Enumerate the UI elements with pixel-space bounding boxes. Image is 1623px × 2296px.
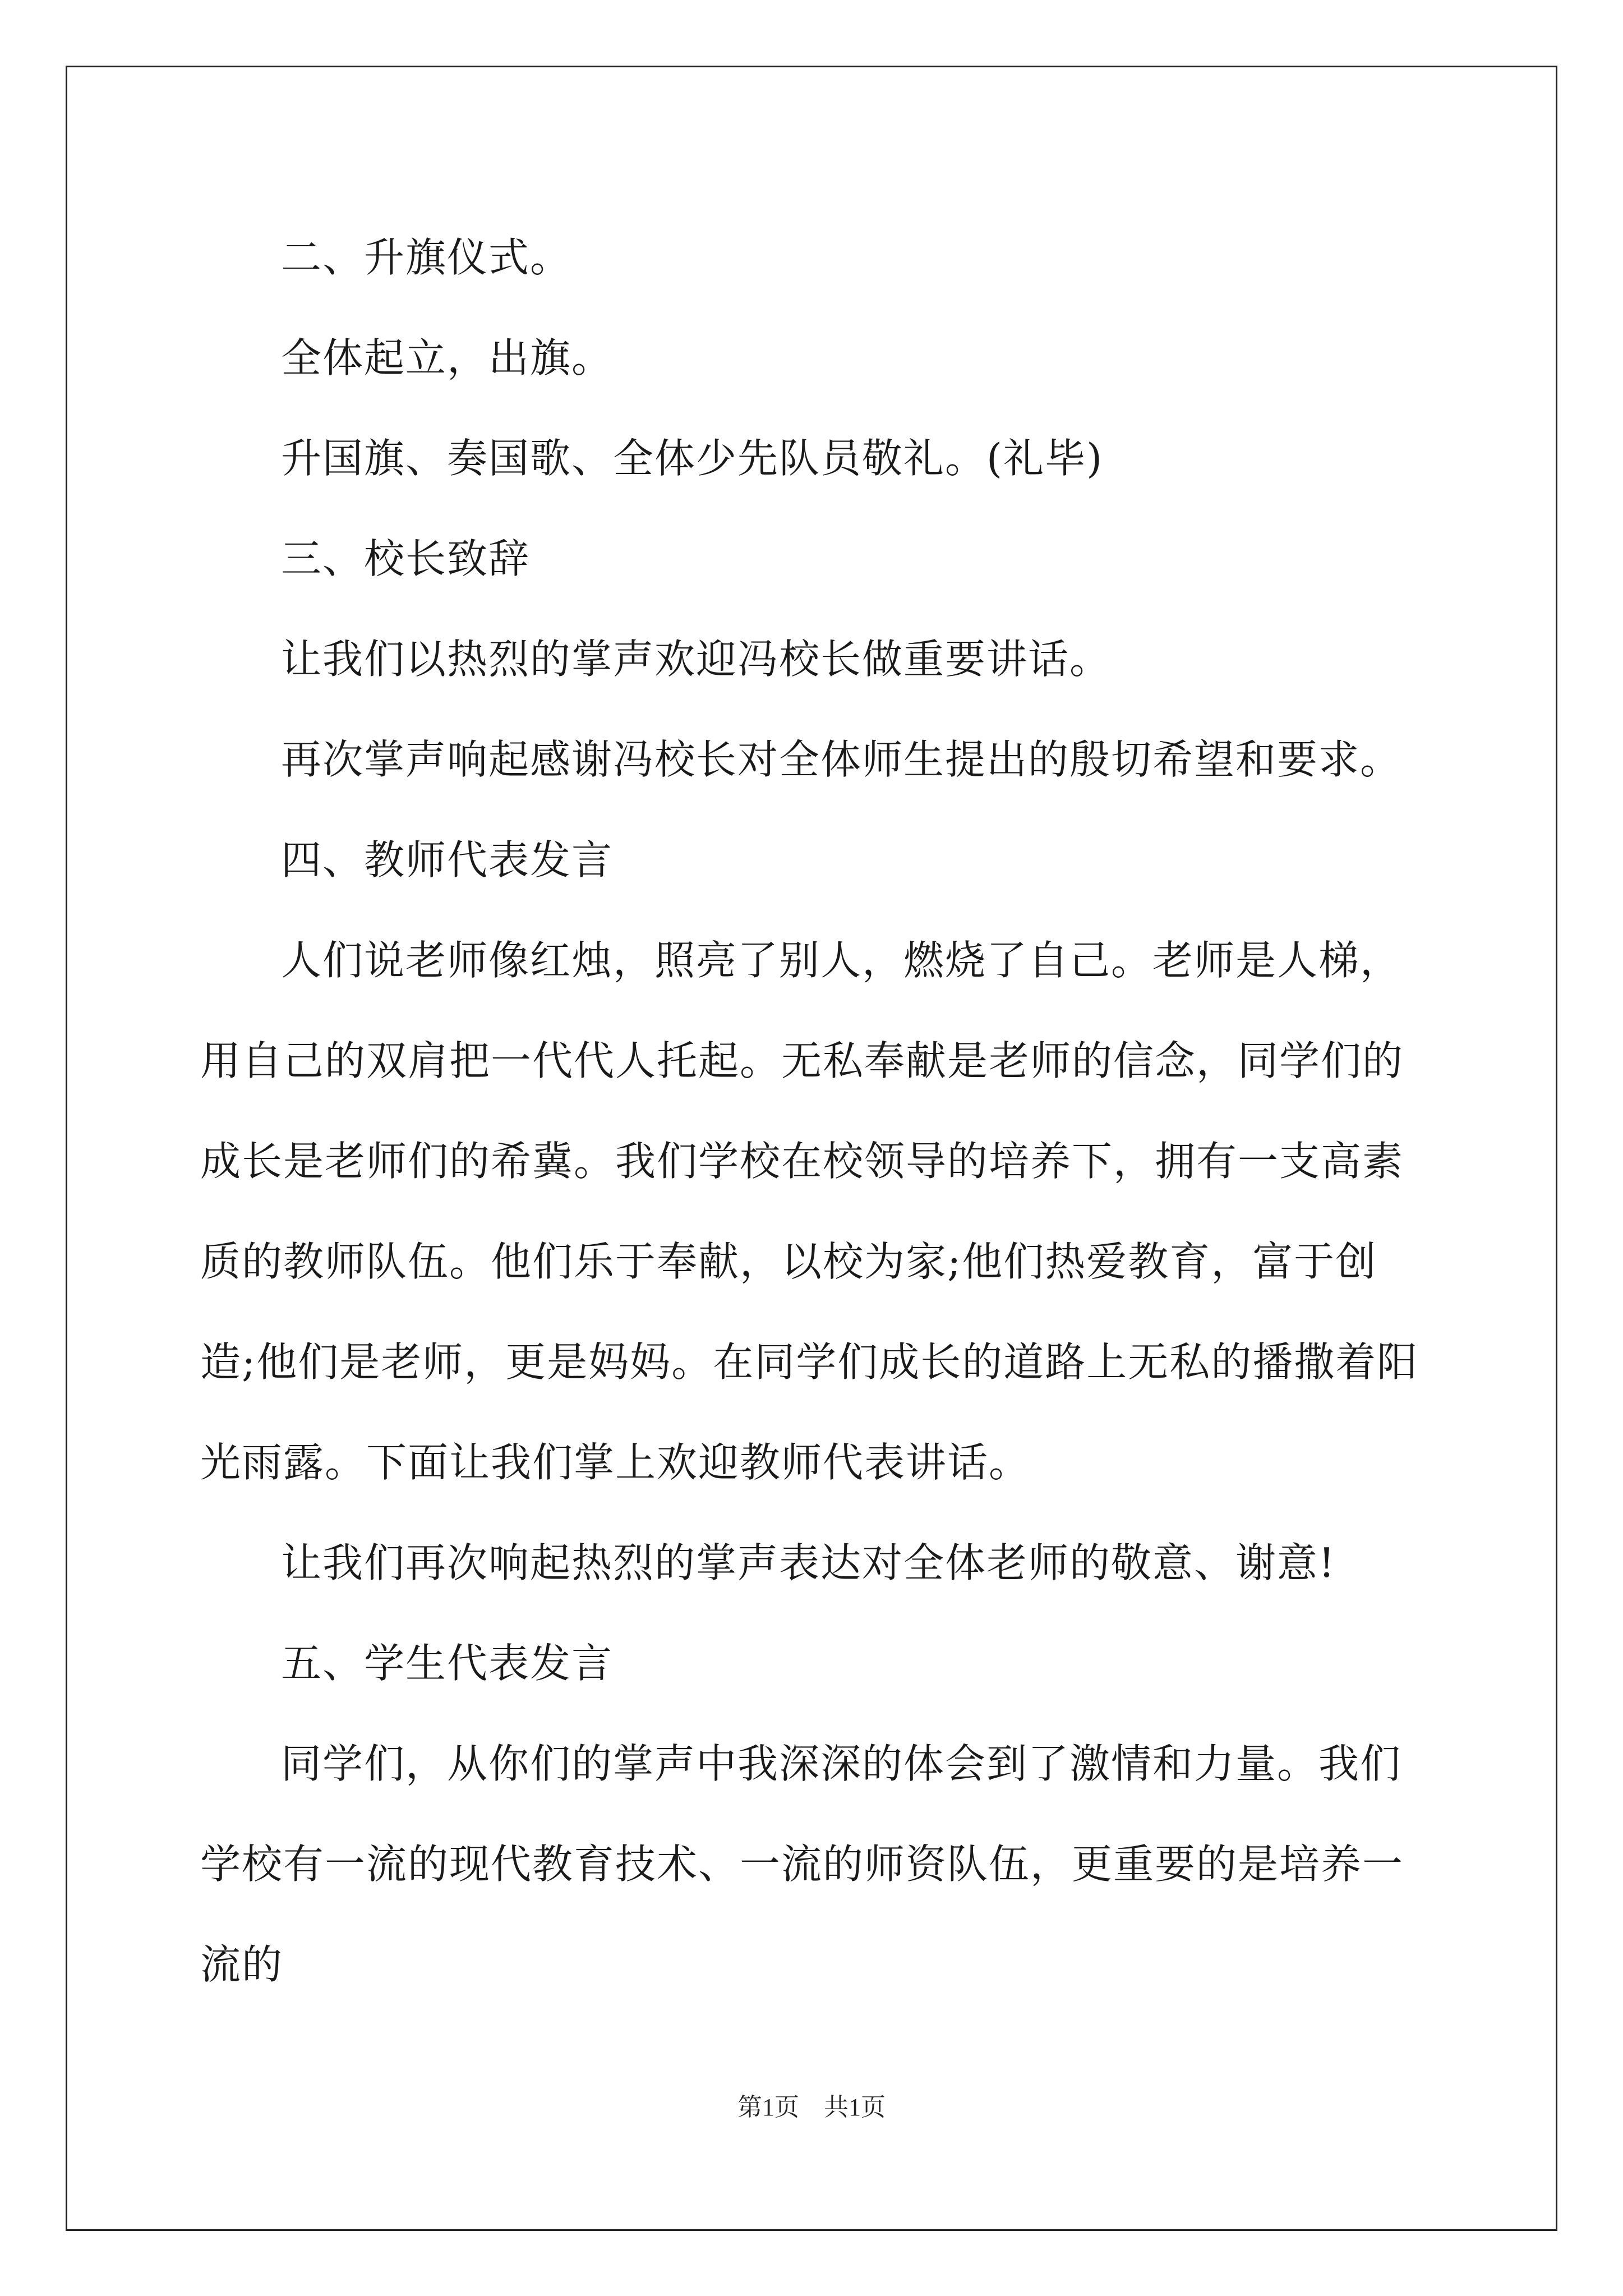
- heading-principal-speech: 三、校长致辞: [281, 535, 531, 582]
- paragraph-teacher-intro: 人们说老师像红烛，照亮了别人，燃烧了自己。老师是人梯，用自己的双肩把一代代人托起。无私奉献是老师的信念，同学们的成长是老师们的希冀。我们学校在校领导的培养下，拥有一支高素质的教师队伍。他们乐于奉献，以校为家;他们热爱教育，富于创造;他们是老师，更是妈妈。在同学们成长的道路上无私的播撒着阳光雨露。下面让我们掌上欢迎教师代表讲话。: [200, 937, 1419, 1486]
- paragraph-thanks-teachers: 让我们再次响起热烈的掌声表达对全体老师的敬意、谢意!: [281, 1539, 1336, 1586]
- page-number-footer: 第1页 共1页: [737, 2093, 886, 2121]
- heading-student-speech: 五、学生代表发言: [281, 1640, 614, 1687]
- paragraph-thanks-principal: 再次掌声响起感谢冯校长对全体师生提出的殷切希望和要求。: [281, 736, 1402, 783]
- document-body: [200, 208, 1423, 2015]
- paragraph-anthem: 升国旗、奏国歌、全体少先队员敬礼。(礼毕): [281, 435, 1104, 482]
- paragraph-student-intro: 同学们，从你们的掌声中我深深的体会到了激情和力量。我们学校有一流的现代教育技术、一流的师资队伍，更重要的是培养一流的: [200, 1740, 1404, 1988]
- heading-teacher-speech: 四、教师代表发言: [281, 836, 614, 884]
- paragraph-welcome-principal: 让我们以热烈的掌声欢迎冯校长做重要讲话。: [281, 636, 1112, 683]
- heading-flag-ceremony: 二、升旗仪式。: [281, 234, 572, 281]
- paragraph-stand-up: 全体起立，出旗。: [281, 334, 614, 381]
